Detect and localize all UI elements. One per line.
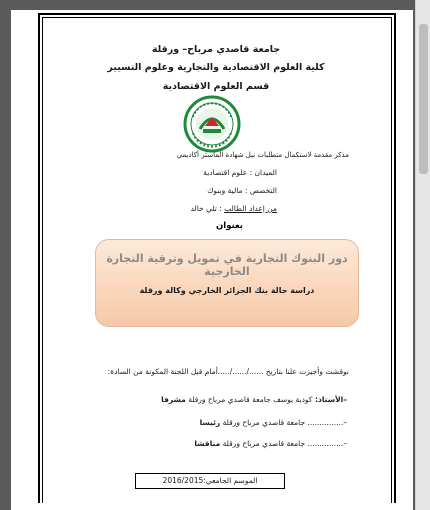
committee-member (194, 439, 347, 448)
title-box (95, 239, 359, 327)
committee-role: رئيسا (199, 418, 221, 427)
field-line: الميدان : علوم اقتصادية (203, 168, 277, 177)
committee-prefix: –الأستاذ: (312, 395, 347, 404)
defense-statement: نوقشت وأجيزت علنا بتاريخ ....../....../.....أمام قبل اللجنة المكونة من السادة: (107, 367, 349, 376)
author-value: : تلي خالد (190, 204, 225, 213)
committee-name: كودية يوسف جامعة قاصدي مرباح ورقلة (185, 395, 313, 404)
document-page (11, 10, 413, 510)
committee-prefix: – (343, 439, 347, 448)
committee-member (161, 395, 347, 404)
thesis-title: دور البنوك التجارية في تمويل وترقية التجارة الخارجية (106, 252, 348, 278)
committee-role: مشرفا (161, 395, 186, 404)
titled-label: بعنوان (216, 221, 243, 231)
university-name: جامعة قاصدي مرباح– ورقلة (151, 44, 281, 55)
vertical-scrollbar[interactable] (415, 0, 430, 510)
academic-season: الموسم الجامعي:2016/2015 (135, 473, 285, 489)
faculty-name: كلية العلوم الاقتصادية والتجارية وعلوم التسيير (107, 62, 325, 73)
author-line (190, 204, 277, 213)
thesis-subtitle: دراسة حالة بنك الجزائر الخارجي وكالة ورقلة (139, 286, 315, 295)
department-name: قسم العلوم الاقتصادية (162, 81, 270, 92)
memo-statement: مذكر مقدمة لاستكمال متطلبات نيل شهادة الماستر أكاديمي (176, 151, 349, 159)
scrollbar-thumb[interactable] (419, 24, 428, 174)
committee-name: ............... جامعة قاصدي مرباح ورقلة (220, 439, 344, 448)
committee-role: مناقشا (194, 439, 221, 448)
author-label: من إعداد الطالب (224, 204, 277, 213)
university-logo-icon (183, 95, 241, 153)
committee-name: ............... جامعة قاصدي مرباح ورقلة (220, 418, 344, 427)
specialty-line: التخصص : مالية وبنوك (207, 186, 277, 195)
committee-prefix: – (343, 418, 347, 427)
committee-member (200, 418, 347, 427)
